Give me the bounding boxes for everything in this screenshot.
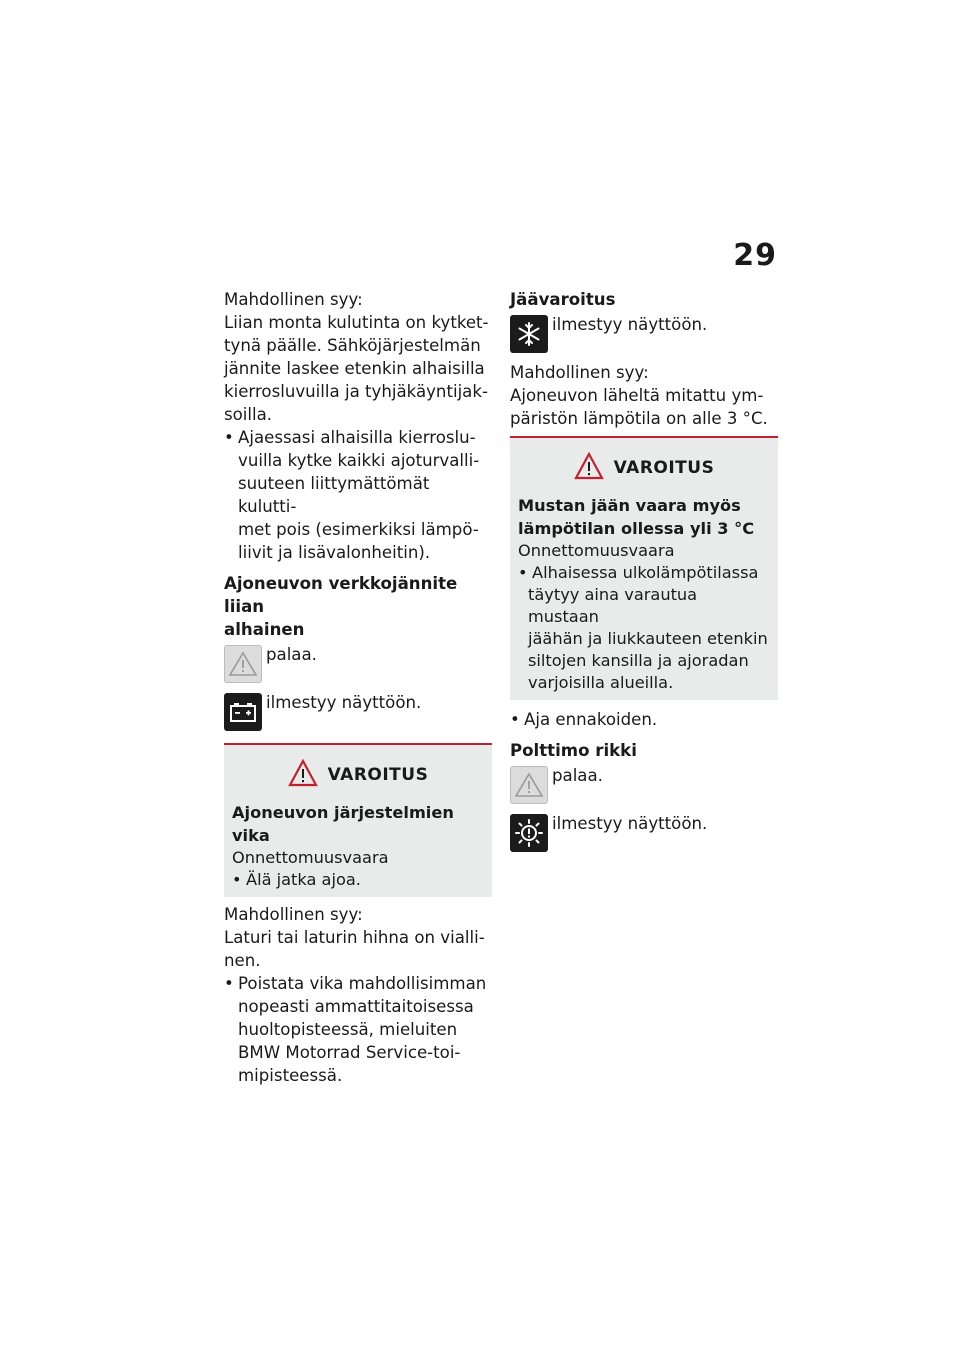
section-heading: Polttimo rikki: [510, 741, 637, 760]
bulb-fault-icon: [510, 814, 548, 852]
indicator-text: ilmestyy näyttöön.: [552, 315, 708, 334]
cause-line: nen.: [224, 951, 261, 970]
heading-line: Ajoneuvon verkkojännite liian: [224, 574, 458, 616]
battery-icon: [224, 693, 262, 731]
instruction-bullet: [224, 426, 492, 564]
cause-label: Mahdollinen syy:: [224, 290, 363, 309]
bullet-line: mipisteessä.: [238, 1066, 343, 1085]
indicator-row: [510, 766, 778, 804]
indicator-text: palaa.: [552, 766, 603, 785]
cause-line: jännite laskee etenkin alhaisilla: [224, 359, 485, 378]
snowflake-icon: [510, 315, 548, 353]
cause-line: soilla.: [224, 405, 273, 424]
cause-line: tynä päälle. Sähköjärjestelmän: [224, 336, 481, 355]
bullet-line: • Ajaessasi alhaisilla kierroslu-: [224, 426, 492, 449]
cause-line: Laturi tai laturin hihna on vialli-: [224, 928, 485, 947]
warning-header: [518, 452, 770, 484]
warning-triangle-icon: [510, 766, 548, 804]
cause-line: Liian monta kulutinta on kytket-: [224, 313, 489, 332]
indicator-row: [510, 814, 778, 852]
warning-triangle-icon: [224, 645, 262, 683]
section-heading: Jäävaroitus: [510, 290, 616, 309]
cause-line: kierrosluvuilla ja tyhjäkäyntijak-: [224, 382, 488, 401]
bullet-line: liivit ja lisävalonheitin).: [238, 543, 431, 562]
indicator-row: [510, 315, 778, 353]
warning-bullet-line: täytyy aina varautua mustaan: [528, 585, 698, 626]
cause-label: Mahdollinen syy:: [510, 363, 649, 382]
indicator-text: palaa.: [266, 645, 317, 664]
warning-subtitle: Onnettomuusvaara: [232, 848, 389, 867]
bullet-line: • Poistata vika mahdollisimman: [224, 972, 492, 995]
warning-bullet: • Älä jatka ajoa.: [232, 869, 484, 891]
warning-header: [232, 759, 484, 791]
heading-line: alhainen: [224, 620, 305, 639]
bullet-line: BMW Motorrad Service-toi-: [238, 1043, 461, 1062]
warning-triangle-icon: [288, 759, 318, 791]
warning-bullet-line: varjoisilla alueilla.: [528, 673, 674, 692]
warning-box: [510, 436, 778, 700]
instruction-bullet: • Aja ennakoiden.: [510, 708, 778, 731]
indicator-row: [224, 645, 492, 683]
bullet-line: huoltopisteessä, mieluiten: [238, 1020, 458, 1039]
indicator-text: ilmestyy näyttöön.: [552, 814, 708, 833]
warning-triangle-icon: [574, 452, 604, 484]
warning-bullet: • Alhaisessa ulkolämpötilassa: [518, 562, 770, 584]
warning-box: [224, 743, 492, 897]
warning-bold: lämpötilan ollessa yli 3 °C: [518, 519, 755, 538]
page-number: 29: [733, 238, 777, 273]
section-heading: [224, 572, 492, 641]
bullet-line: vuilla kytke kaikki ajoturvalli-: [238, 451, 480, 470]
indicator-row: [224, 693, 492, 731]
warning-bullet-line: siltojen kansilla ja ajoradan: [528, 651, 749, 670]
warning-title: VAROITUS: [613, 458, 715, 478]
bullet-line: suuteen liittymättömät kulutti-: [238, 474, 430, 516]
warning-bold: Mustan jään vaara myös: [518, 496, 741, 515]
warning-subtitle: Onnettomuusvaara: [518, 541, 675, 560]
warning-title: VAROITUS: [327, 765, 429, 785]
left-column: [224, 288, 492, 1087]
indicator-text: ilmestyy näyttöön.: [266, 693, 422, 712]
right-column: [510, 288, 778, 852]
cause-line: Ajoneuvon läheltä mitattu ym-: [510, 386, 764, 405]
cause-label: Mahdollinen syy:: [224, 905, 363, 924]
bullet-line: met pois (esimerkiksi lämpö-: [238, 520, 479, 539]
warning-bullet-line: jäähän ja liukkauteen etenkin: [528, 629, 768, 648]
instruction-bullet: [224, 972, 492, 1087]
bullet-line: nopeasti ammattitaitoisessa: [238, 997, 474, 1016]
warning-bold: Ajoneuvon järjestelmien vika: [232, 803, 454, 845]
cause-line: päristön lämpötila on alle 3 °C.: [510, 409, 768, 428]
